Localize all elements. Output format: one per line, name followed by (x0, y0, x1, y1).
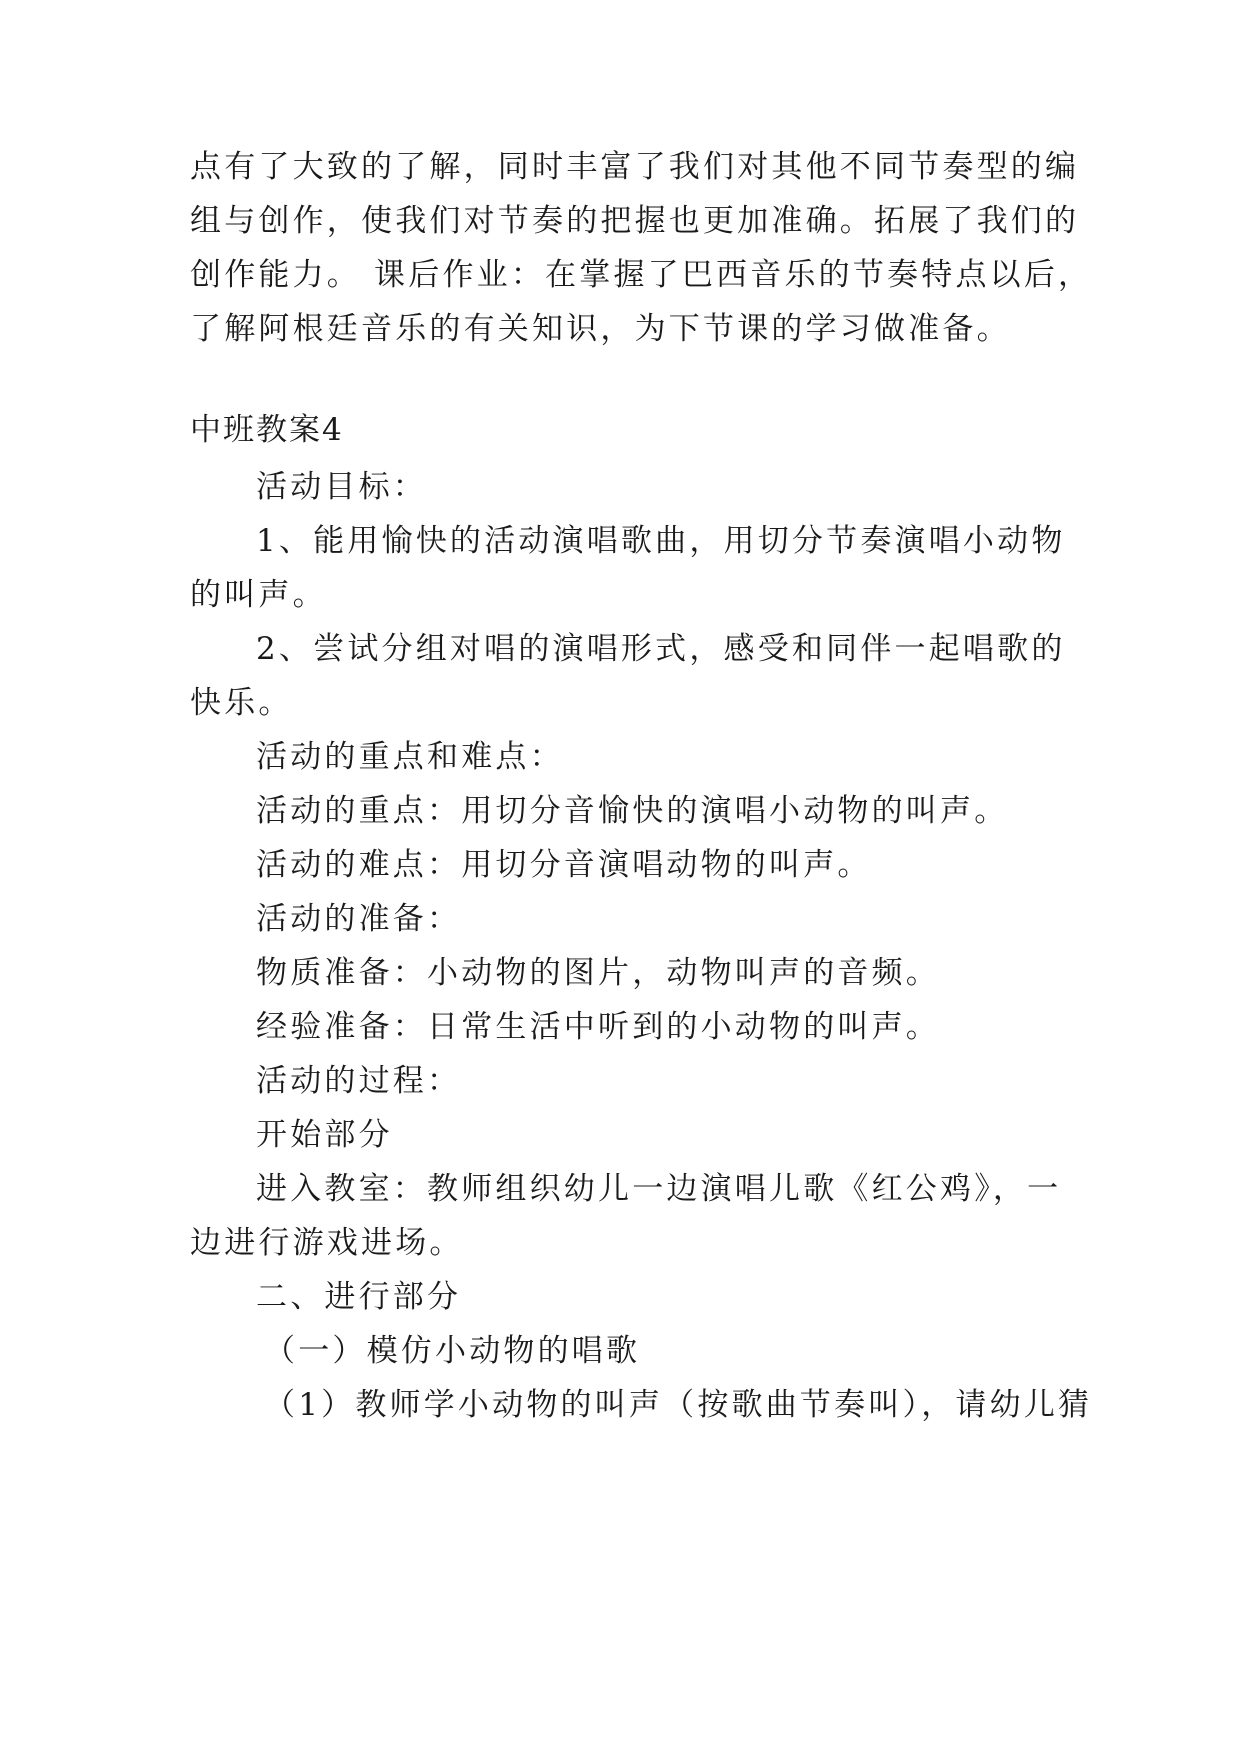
paragraph-line: 了解阿根廷音乐的有关知识，为下节课的学习做准备。 (190, 311, 1011, 347)
goal-1-line: 的叫声。 (190, 577, 327, 613)
part-two-heading: 二、进行部分 (256, 1279, 462, 1315)
enter-classroom-line: 进入教室：教师组织幼儿一边演唱儿歌《红公鸡》，一 (256, 1171, 1062, 1207)
paragraph-line: 组与创作，使我们对节奏的把握也更加准确。拓展了我们的 (190, 203, 1080, 239)
goal-1-line: 1、能用愉快的活动演唱歌曲，用切分节奏演唱小动物 (256, 523, 1066, 559)
preparation-heading: 活动的准备： (256, 901, 462, 937)
experience-preparation: 经验准备：日常生活中听到的小动物的叫声。 (256, 1009, 940, 1045)
goals-heading: 活动目标： (256, 469, 427, 505)
step-one-line: （1）教师学小动物的叫声（按歌曲节奏叫），请幼儿猜 (264, 1387, 1093, 1423)
process-heading: 活动的过程： (256, 1063, 462, 1099)
section-title: 中班教案4 (190, 412, 344, 448)
paragraph-line: 点有了大致的了解，同时丰富了我们对其他不同节奏型的编 (190, 149, 1080, 185)
focus-difficulty: 活动的难点：用切分音演唱动物的叫声。 (256, 847, 872, 883)
goal-2-line: 快乐。 (190, 685, 293, 721)
focus-heading: 活动的重点和难点： (256, 739, 564, 775)
start-part-heading: 开始部分 (256, 1117, 393, 1153)
paragraph-line: 创作能力。 课后作业：在掌握了巴西音乐的节奏特点以后， (190, 257, 1093, 293)
goal-2-line: 2、尝试分组对唱的演唱形式，感受和同伴一起唱歌的 (256, 631, 1066, 667)
enter-classroom-line: 边进行游戏进场。 (190, 1225, 464, 1261)
focus-key-point: 活动的重点：用切分音愉快的演唱小动物的叫声。 (256, 793, 1009, 829)
material-preparation: 物质准备：小动物的图片，动物叫声的音频。 (256, 955, 940, 991)
sub-section-heading: （一）模仿小动物的唱歌 (264, 1333, 641, 1369)
